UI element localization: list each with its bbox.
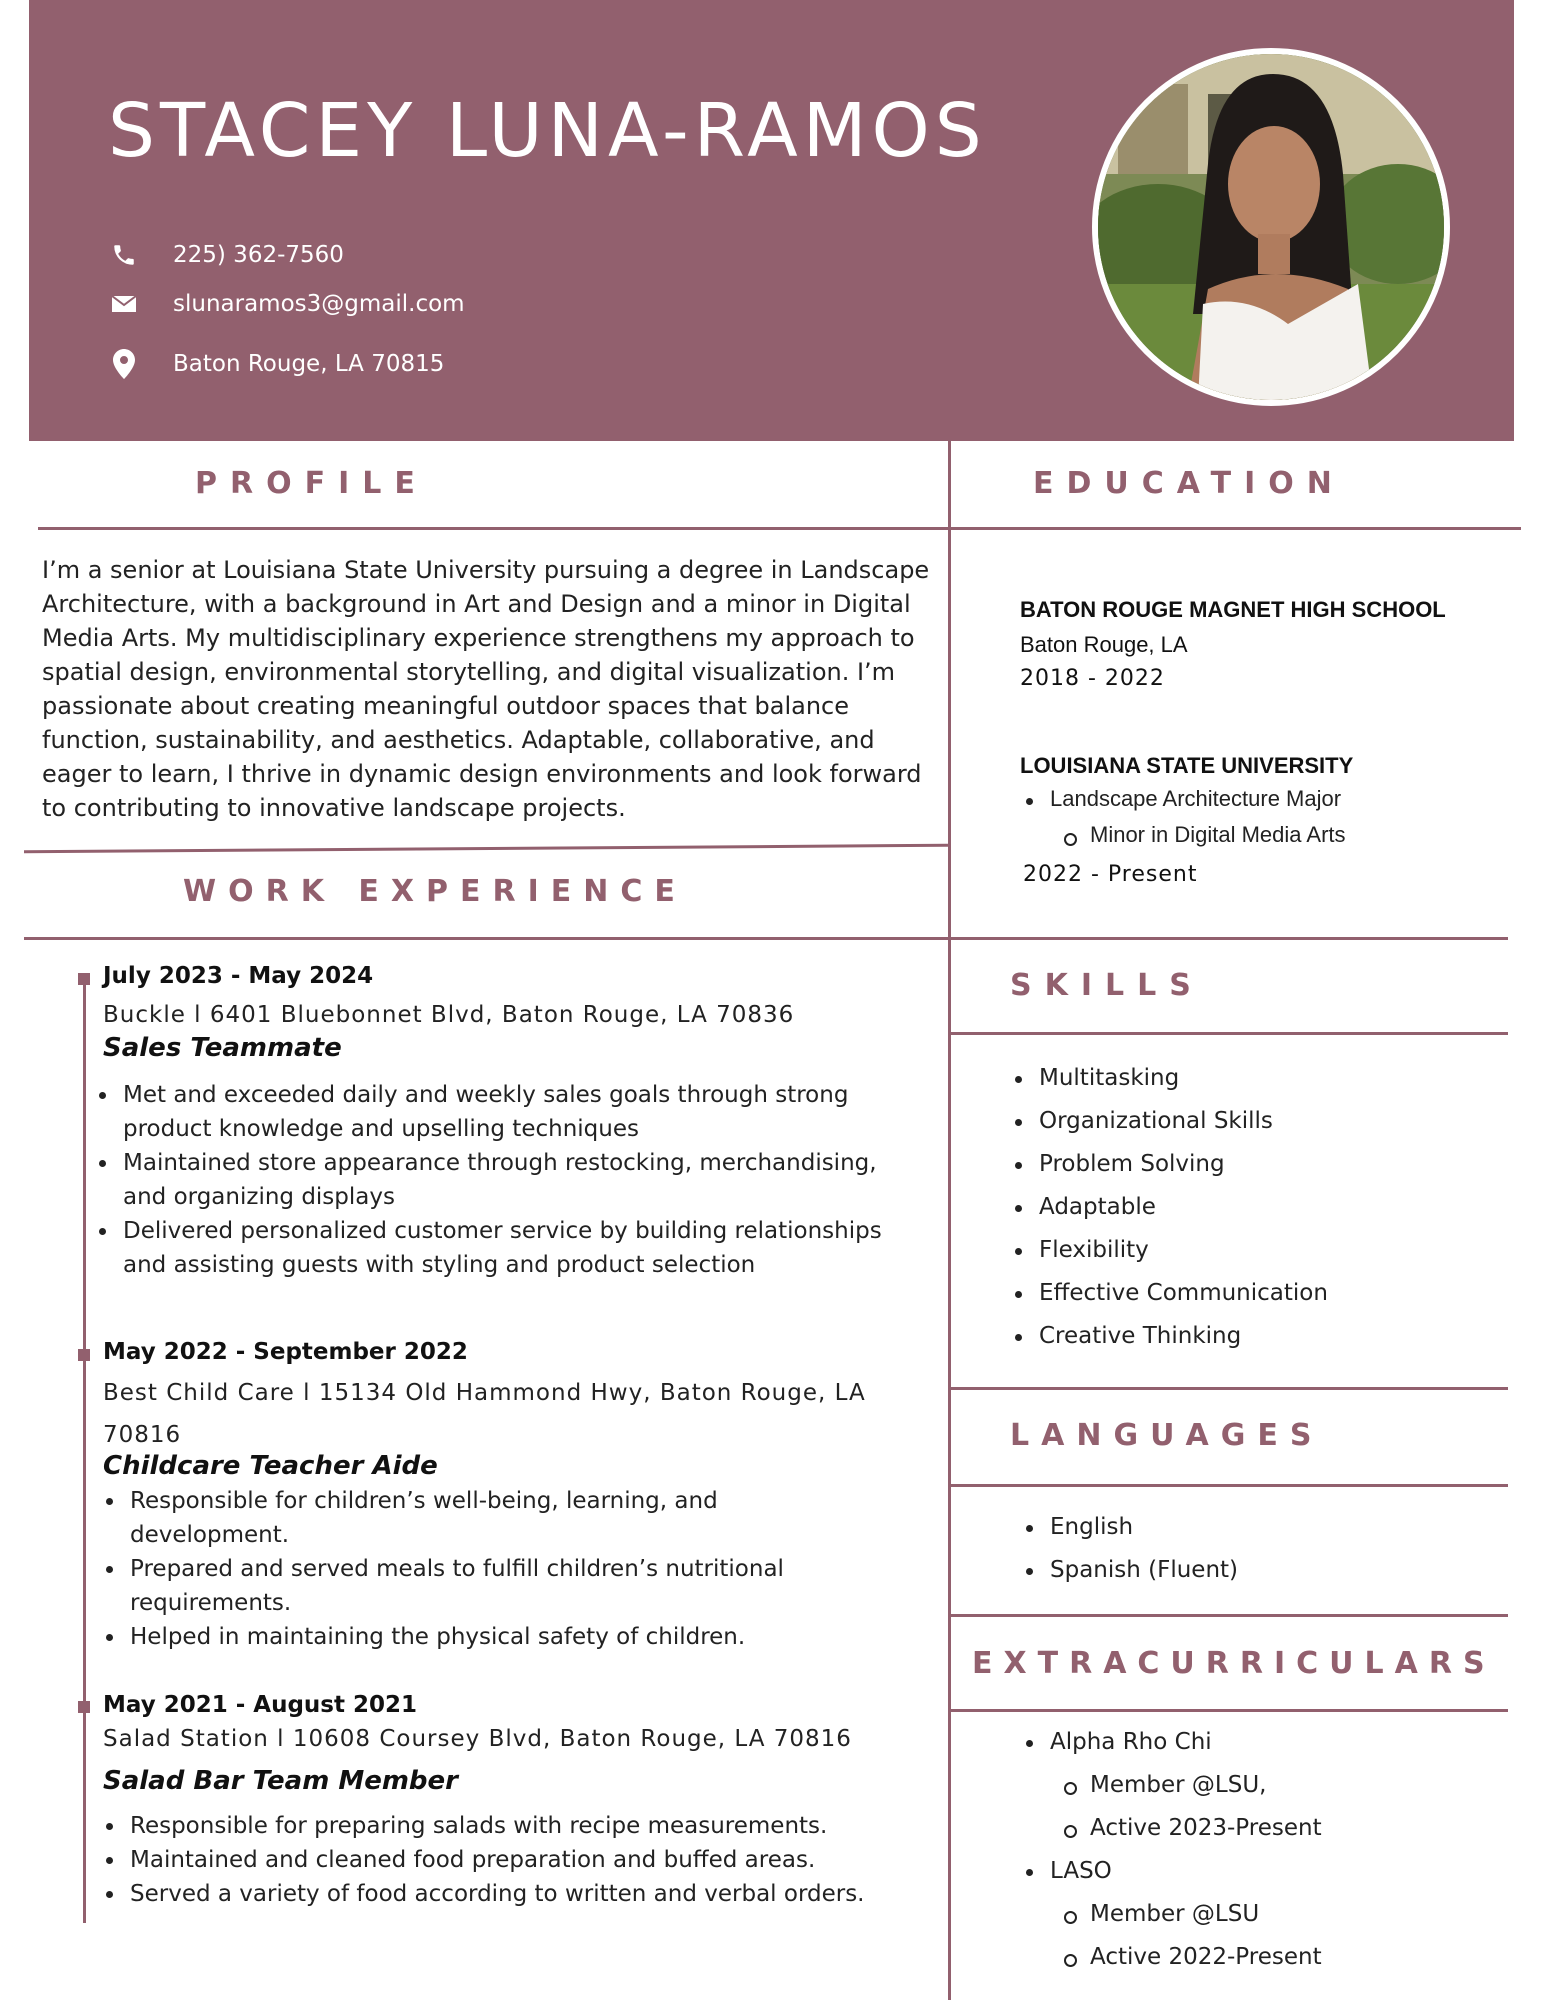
education-dates: 2018 - 2022 bbox=[1020, 666, 1165, 691]
job-bullet: Maintained and cleaned food preparation and buffed areas. bbox=[103, 1843, 943, 1877]
job-bullet: Maintained store appearance through restocking, merchandising, and organizing displays bbox=[96, 1146, 926, 1214]
extracurricular-detail: Active 2022-Present bbox=[1020, 1936, 1322, 1979]
skills-heading: SKILLS bbox=[1010, 968, 1204, 1003]
job-bullet: Responsible for children’s well-being, learning, and development. bbox=[103, 1484, 863, 1552]
divider-under-extracurriculars-title bbox=[951, 1709, 1508, 1712]
extracurricular-detail: Member @LSU, bbox=[1020, 1764, 1322, 1807]
contact-email bbox=[109, 284, 465, 324]
job-bullets bbox=[103, 1484, 863, 1654]
job-bullets bbox=[103, 1809, 943, 1911]
skill-item: Adaptable bbox=[1009, 1186, 1328, 1229]
job-title: Salad Bar Team Member bbox=[103, 1766, 458, 1796]
skill-item: Flexibility bbox=[1009, 1229, 1328, 1272]
skill-item: Creative Thinking bbox=[1009, 1315, 1328, 1358]
job-bullet: Prepared and served meals to fulfill children’s nutritional requirements. bbox=[103, 1552, 863, 1620]
work-experience-heading: WORK EXPERIENCE bbox=[183, 874, 687, 909]
timeline-marker bbox=[78, 1349, 90, 1361]
skill-item: Effective Communication bbox=[1009, 1272, 1328, 1315]
mail-icon bbox=[109, 289, 139, 319]
job-company: Buckle l 6401 Bluebonnet Blvd, Baton Rouge, LA 70836 bbox=[103, 1002, 795, 1028]
timeline-marker bbox=[78, 1701, 90, 1713]
job-bullet: Responsible for preparing salads with recipe measurements. bbox=[103, 1809, 943, 1843]
education-school: LOUISIANA STATE UNIVERSITY bbox=[1020, 753, 1354, 778]
skill-item: Problem Solving bbox=[1009, 1143, 1328, 1186]
job-company: Best Child Care l 15134 Old Hammond Hwy, Baton Rouge, LA 70816 bbox=[103, 1380, 866, 1448]
skills-list bbox=[1009, 1057, 1328, 1358]
education-major: Landscape Architecture Major bbox=[1020, 779, 1346, 815]
extracurricular-detail: Active 2023-Present bbox=[1020, 1807, 1322, 1850]
location-text: Baton Rouge, LA 70815 bbox=[173, 351, 445, 377]
divider-under-languages-title bbox=[951, 1484, 1508, 1487]
extracurriculars-list bbox=[1020, 1721, 1322, 1979]
job-bullet: Delivered personalized customer service by building relationships and assisting guests with styling and product selection bbox=[96, 1214, 926, 1282]
extracurricular-detail: Member @LSU bbox=[1020, 1893, 1322, 1936]
job-bullet: Met and exceeded daily and weekly sales goals through strong product knowledge and upselling techniques bbox=[96, 1078, 926, 1146]
location-pin-icon bbox=[109, 349, 139, 379]
work-timeline bbox=[83, 977, 86, 1923]
job-bullet: Helped in maintaining the physical safety of children. bbox=[103, 1620, 863, 1654]
job-dates: May 2022 - September 2022 bbox=[103, 1339, 468, 1365]
phone-text: 225) 362-7560 bbox=[173, 242, 344, 268]
language-item: Spanish (Fluent) bbox=[1020, 1549, 1238, 1592]
skill-item: Organizational Skills bbox=[1009, 1100, 1328, 1143]
extracurricular-item: Alpha Rho Chi bbox=[1020, 1721, 1322, 1764]
profile-paragraph: I’m a senior at Louisiana State University pursuing a degree in Landscape Architecture, with a background in Art and Design and a minor in Digital Media Arts. My multidisciplinary experience strengthens my approach to spatial design, environmental storytelling, and digital visualization. I’m passionate about creating meaningful outdoor spaces that balance function, sustainability, and aesthetics. Adaptable, collaborative, and eager to learn, I thrive in dynamic design environments and look forward to contributing to innovative landscape projects. bbox=[42, 556, 930, 822]
education-minor: Minor in Digital Media Arts bbox=[1020, 815, 1346, 851]
contact-location bbox=[109, 344, 444, 384]
contact-phone bbox=[109, 235, 344, 275]
divider-above-extracurriculars bbox=[951, 1614, 1508, 1617]
profile-heading: PROFILE bbox=[195, 466, 428, 501]
divider-under-work-title bbox=[24, 937, 1508, 940]
languages-heading: LANGUAGES bbox=[1010, 1418, 1324, 1453]
education-details bbox=[1020, 779, 1346, 851]
education-school: BATON ROUGE MAGNET HIGH SCHOOL bbox=[1020, 597, 1446, 622]
education-heading: EDUCATION bbox=[1033, 466, 1345, 501]
job-bullet: Served a variety of food according to written and verbal orders. bbox=[103, 1877, 943, 1911]
column-divider bbox=[948, 441, 951, 2000]
candidate-name: STACEY LUNA-RAMOS bbox=[108, 88, 987, 174]
header-banner bbox=[29, 0, 1514, 441]
extracurricular-item: LASO bbox=[1020, 1850, 1322, 1893]
timeline-marker bbox=[78, 973, 90, 985]
job-title: Sales Teammate bbox=[103, 1033, 342, 1063]
extracurriculars-heading: EXTRACURRICULARS bbox=[972, 1646, 1496, 1681]
job-dates: May 2021 - August 2021 bbox=[103, 1692, 417, 1718]
divider-above-languages bbox=[951, 1387, 1508, 1390]
education-dates: 2022 - Present bbox=[1023, 862, 1198, 887]
divider-above-work bbox=[24, 844, 948, 853]
phone-icon bbox=[109, 240, 139, 270]
language-item: English bbox=[1020, 1506, 1238, 1549]
job-dates: July 2023 - May 2024 bbox=[103, 963, 374, 989]
profile-photo bbox=[1092, 48, 1450, 406]
job-bullets bbox=[96, 1078, 926, 1282]
email-text[interactable]: slunaramos3@gmail.com bbox=[173, 291, 465, 317]
divider-under-profile-education bbox=[38, 527, 1521, 530]
skill-item: Multitasking bbox=[1009, 1057, 1328, 1100]
education-location: Baton Rouge, LA bbox=[1020, 632, 1188, 657]
job-company: Salad Station l 10608 Coursey Blvd, Baton Rouge, LA 70816 bbox=[103, 1726, 852, 1752]
languages-list bbox=[1020, 1506, 1238, 1592]
divider-under-skills-title bbox=[951, 1032, 1508, 1035]
job-title: Childcare Teacher Aide bbox=[103, 1451, 438, 1481]
